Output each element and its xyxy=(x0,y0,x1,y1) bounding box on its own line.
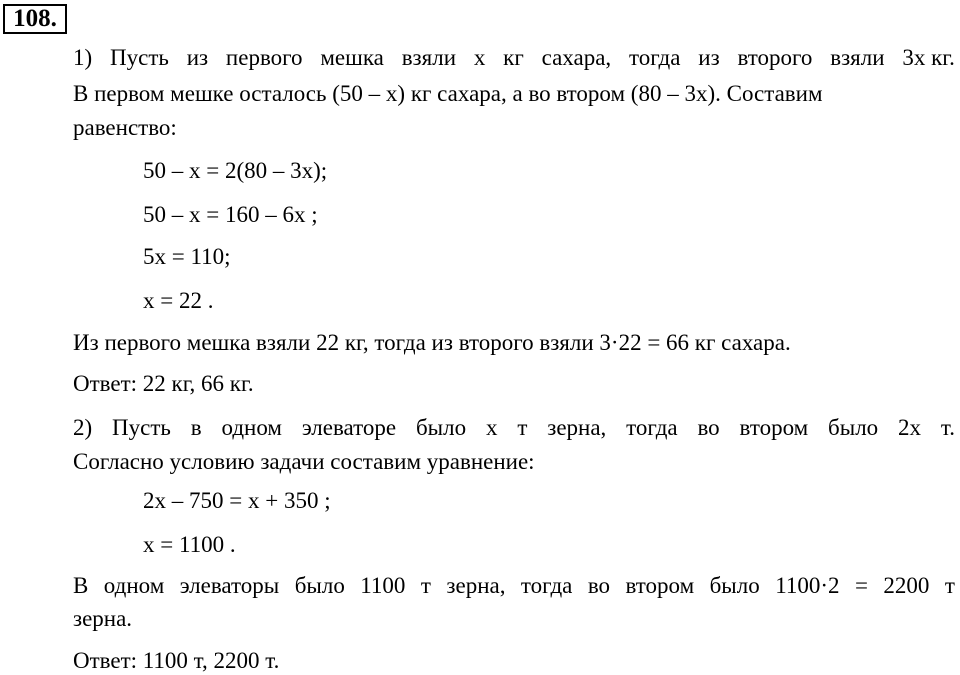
word: 1100·2 xyxy=(775,573,840,598)
part2-conclusion-line2: зерна. xyxy=(73,606,133,631)
problem-number: 108. xyxy=(3,4,67,34)
word: из xyxy=(698,45,720,70)
word: Пусть xyxy=(110,45,169,70)
part2-equation-2: x = 1100 . xyxy=(143,532,236,557)
word: второго xyxy=(737,45,813,70)
word: 2) xyxy=(73,415,93,440)
part1-conclusion: Из первого мешка взяли 22 кг, тогда из второго взяли 3·22 = 66 кг сахара. xyxy=(73,330,791,355)
word: т. xyxy=(940,415,955,440)
word: мешка xyxy=(320,45,384,70)
word: было xyxy=(294,573,345,598)
word: элеваторы xyxy=(179,573,280,598)
word: тогда xyxy=(626,415,678,440)
part1-equation-3: 5x = 110; xyxy=(143,244,231,269)
word: 3x кг. xyxy=(902,45,955,70)
word: было xyxy=(709,573,760,598)
part1-intro-line3: равенство: xyxy=(73,115,177,140)
part1-intro-line2-text-a: В первом мешке осталось xyxy=(73,81,327,106)
word: = xyxy=(854,573,868,598)
word: 1100 xyxy=(360,573,406,598)
word: из xyxy=(186,45,209,70)
word: т xyxy=(420,573,431,598)
word: элеваторе xyxy=(301,415,397,440)
word: кг xyxy=(503,45,524,70)
part1-intro-line2-text-c: . Составим xyxy=(715,81,823,106)
part2-intro-line2: Согласно условию задачи составим уравнение: xyxy=(73,449,535,474)
part1-intro-line1 xyxy=(73,44,955,72)
part1-intro-line2-text-b: кг сахара, а во втором xyxy=(410,81,626,106)
part1-intro-line2 xyxy=(73,80,823,108)
part1-equation-2: 50 – x = 160 – 6x ; xyxy=(143,202,318,227)
part2-equation-1: 2x – 750 = x + 350 ; xyxy=(143,488,331,513)
word: было xyxy=(415,415,467,440)
word: x xyxy=(485,415,498,440)
word: одном xyxy=(221,415,282,440)
word: одном xyxy=(103,573,165,598)
word: взяли xyxy=(401,45,456,70)
word: зерна, xyxy=(547,415,607,440)
part1-answer: Ответ: 22 кг, 66 кг. xyxy=(73,371,254,396)
word: втором xyxy=(739,415,809,440)
word: 1) xyxy=(73,45,93,70)
word: во xyxy=(587,573,611,598)
word: втором xyxy=(625,573,695,598)
word: В xyxy=(73,573,89,598)
part1-intro-line2-paren1: (50 – x) xyxy=(332,81,406,106)
word: 2x xyxy=(898,415,922,440)
word: 2200 xyxy=(883,573,930,598)
part1-equation-4: x = 22 . xyxy=(143,288,214,313)
part2-intro-line1 xyxy=(73,414,955,442)
word: x xyxy=(473,45,486,70)
part2-answer: Ответ: 1100 т, 2200 т. xyxy=(73,648,280,673)
word: взяли xyxy=(830,45,885,70)
word: зерна, xyxy=(446,573,506,598)
word: первого xyxy=(225,45,303,70)
word: Пусть xyxy=(112,415,171,440)
word: сахара, xyxy=(541,45,612,70)
part1-equation-1: 50 – x = 2(80 – 3x); xyxy=(143,158,328,183)
part1-intro-line2-paren2: (80 – 3x) xyxy=(630,81,716,106)
word: т xyxy=(517,415,528,440)
word: было xyxy=(828,415,879,440)
word: т xyxy=(944,573,955,598)
word: тогда xyxy=(628,45,681,70)
word: тогда xyxy=(520,573,573,598)
word: во xyxy=(697,415,720,440)
word: в xyxy=(190,415,202,440)
part2-conclusion-line1 xyxy=(73,572,955,600)
